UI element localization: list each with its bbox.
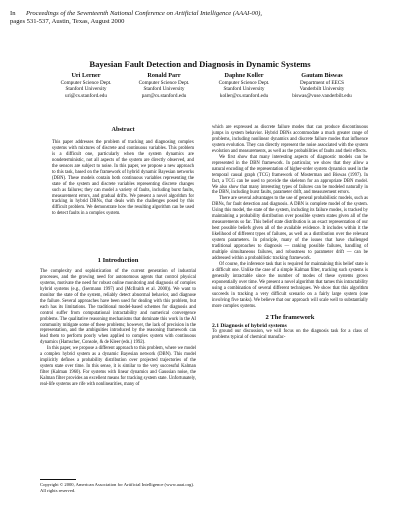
author-name: Uri Lerner xyxy=(71,72,101,79)
abstract xyxy=(52,127,194,217)
intro-heading: 1 Introduction xyxy=(97,257,139,264)
author-org: Stanford University xyxy=(223,86,265,93)
author-dept: Computer Science Dept. xyxy=(138,80,190,87)
paper-title: Bayesian Fault Detection and Diagnosis in Dynamic Systems xyxy=(89,59,311,69)
running-header xyxy=(10,10,390,26)
body-paragraph-5: To ground our discussion, we will focus on the diagnosis task for a class of problems typical of chemical manufac- xyxy=(212,329,368,341)
author-dept: Computer Science Dept. xyxy=(60,80,112,87)
body-paragraph-4: Of course, the inference task that is required for maintaining this belief state is a difficult one. Unlike the case of a simple Kalman filter, tracking such systems is generally intractable since the number of modes of these systems grows exponentially over time. We present a novel algorithm that tames this intractability using a combination of several different techniques. We show that this algorithm succeeds in tracking a very difficult scenario on a fairly large system (one involving five tanks). We believe that our approach will scale well to substantially more complex systems. xyxy=(212,261,368,309)
framework-heading: 2 The framework xyxy=(265,313,315,321)
author-email: koller@cs.stanford.edu xyxy=(219,92,269,99)
footnote-rule xyxy=(40,479,76,480)
author-name: Gautam Biswas xyxy=(301,72,343,79)
author-org: Vanderbilt University xyxy=(299,86,345,93)
header-pages: pages 531-537, Austin, Texas, August 2000 xyxy=(10,18,125,25)
subsection-heading: 2.1 Diagnosis of hybrid systems xyxy=(212,322,287,329)
intro-paragraph-2: In this paper, we propose a different approach to this problem, where we model a complex hybrid system as a dynamic Bayesian network (DBN). This model implicitly defines a probability distribution over projected trajectories of the system state over time. In this sense, it is similar to the very successful Kalman filter (Kalman 1960). For systems with linear dynamics and Gaussian noise, the Kalman filter provides an excellent means for tracking system state. Unfortunately, real-life systems are rife with nonlinearities, many of xyxy=(40,346,196,388)
author-org: Stanford University xyxy=(143,86,185,93)
body-paragraph-1: which are expressed as discrete failure modes that can produce discontinuous jumps in system behavior. Hybrid DBNs accommodate a much greater range of problems, including nonlinear dynamics and discrete failure modes that influence system evolution. They can directly represent the noise associated with the system evolution and measurements, as well as the probabilities of faults and their effects. xyxy=(212,125,368,154)
author-email: uri@cs.stanford.edu xyxy=(65,92,107,99)
header-proceedings: Proceedings of the Seventeenth National Conference on Artificial Intelligence (AAAI-00), xyxy=(26,10,262,17)
intro-paragraph-1: The complexity and sophistication of the current generation of industrial processes, and the growing need for autonomous agents that control physical systems, motivate the need for robust online monitoring and diagnosis of complex hybrid systems (e.g., (Isermann 1997) and (McIlraith et al. 2000)). We want to monitor the state of the system, reliably detect abnormal behavior, and diagnose the failure. Several approaches have been used for dealing with this problem, but each has its limitations. The traditional model-based schemes for diagnosis and control suffer from computational intractability and numerical convergence problems. The qualitative reasoning mechanisms that dominate this work in the AI community mitigate some of these problems; however, the lack of precision in the representation, and the ambiguities introduced by the reasoning framework can lead them to perform poorly when applied to complex system with continuous dynamics (Hamscher, Console, & de Kleer (eds.) 1992). xyxy=(40,268,196,346)
author-dept: Department of EECS xyxy=(299,80,345,87)
body-paragraph-2: We first show that many interesting aspects of diagnostic models can be represented in the DBN framework. In particular, we show that they allow a natural encoding of the representation of higher-order system dynamics used in the temporal causal graph (TCG) framework of Mosterman and Biswas (1997). In fact, a TCG can be used to provide the skeleton for an appropriate DBN model. We also show that many interesting types of failures can be modeled naturally in the DBN, including burst faults, parameter drift, and measurement errors. xyxy=(212,154,368,196)
author-email: biswas@vuse.vanderbilt.edu xyxy=(292,92,352,99)
body-paragraph-3: There are several advantages to the use of general probabilistic models, such as DBNs, for fault detection and diagnosis. A DBN is complete model of the system. Using this model, the state of the system, including its failure modes, is tracked by maintaining a probability distribution over possible system states given all of the measurements so far. This belief state distribution is an exact representation of our best possible beliefs given all of the available evidence. It includes within it the likelihood of different types of failures, as well as a distribution over the relevant system parameters. In principle, many of the issues that have challenged traditional approaches to diagnosis — ranking possible failures, handling of multiple simultaneous failures, and robustness to parameter drift — can be addressed within a probabilistic tracking framework. xyxy=(212,196,368,261)
abstract-heading: Abstract xyxy=(111,126,135,133)
right-column xyxy=(212,125,368,341)
header-in-label: In xyxy=(10,10,16,17)
left-column xyxy=(40,258,196,388)
copyright-notice: Copyright © 2000, American Association for Artificial Intelligence (www.aaai.org). All rights reserved. xyxy=(40,482,195,493)
author-name: Ronald Parr xyxy=(147,72,181,79)
abstract-text: This paper addresses the problem of tracking and diagnosing complex systems with mixtures of discrete and continuous variables. This problem is a difficult one, particularly when the system dynamics are nondeterministic, not all aspects of the system are directly observed, and the sensors are subject to noise. In this paper, we propose a new approach to this task, based on the framework of hybrid dynamic Bayesian networks (DBN). These models contain both continuous variables representing the state of the system and discrete variables representing discrete changes such as failures; they can model a variety of faults, including burst faults, measurement errors, and gradual drifts. We present a novel algorithm for tracking in hybrid DBNs, that deals with the challenges posed by this difficult problem. We demonstrate how the resulting algorithm can be used to detect faults in a complex system. xyxy=(52,139,194,217)
author-dept: Computer Science Dept. xyxy=(218,80,270,87)
author-email: parr@cs.stanford.edu xyxy=(141,92,187,99)
author-name: Daphne Koller xyxy=(224,72,264,79)
author-block-2 xyxy=(118,73,210,99)
author-org: Stanford University xyxy=(65,86,107,93)
author-block-4 xyxy=(276,73,368,99)
